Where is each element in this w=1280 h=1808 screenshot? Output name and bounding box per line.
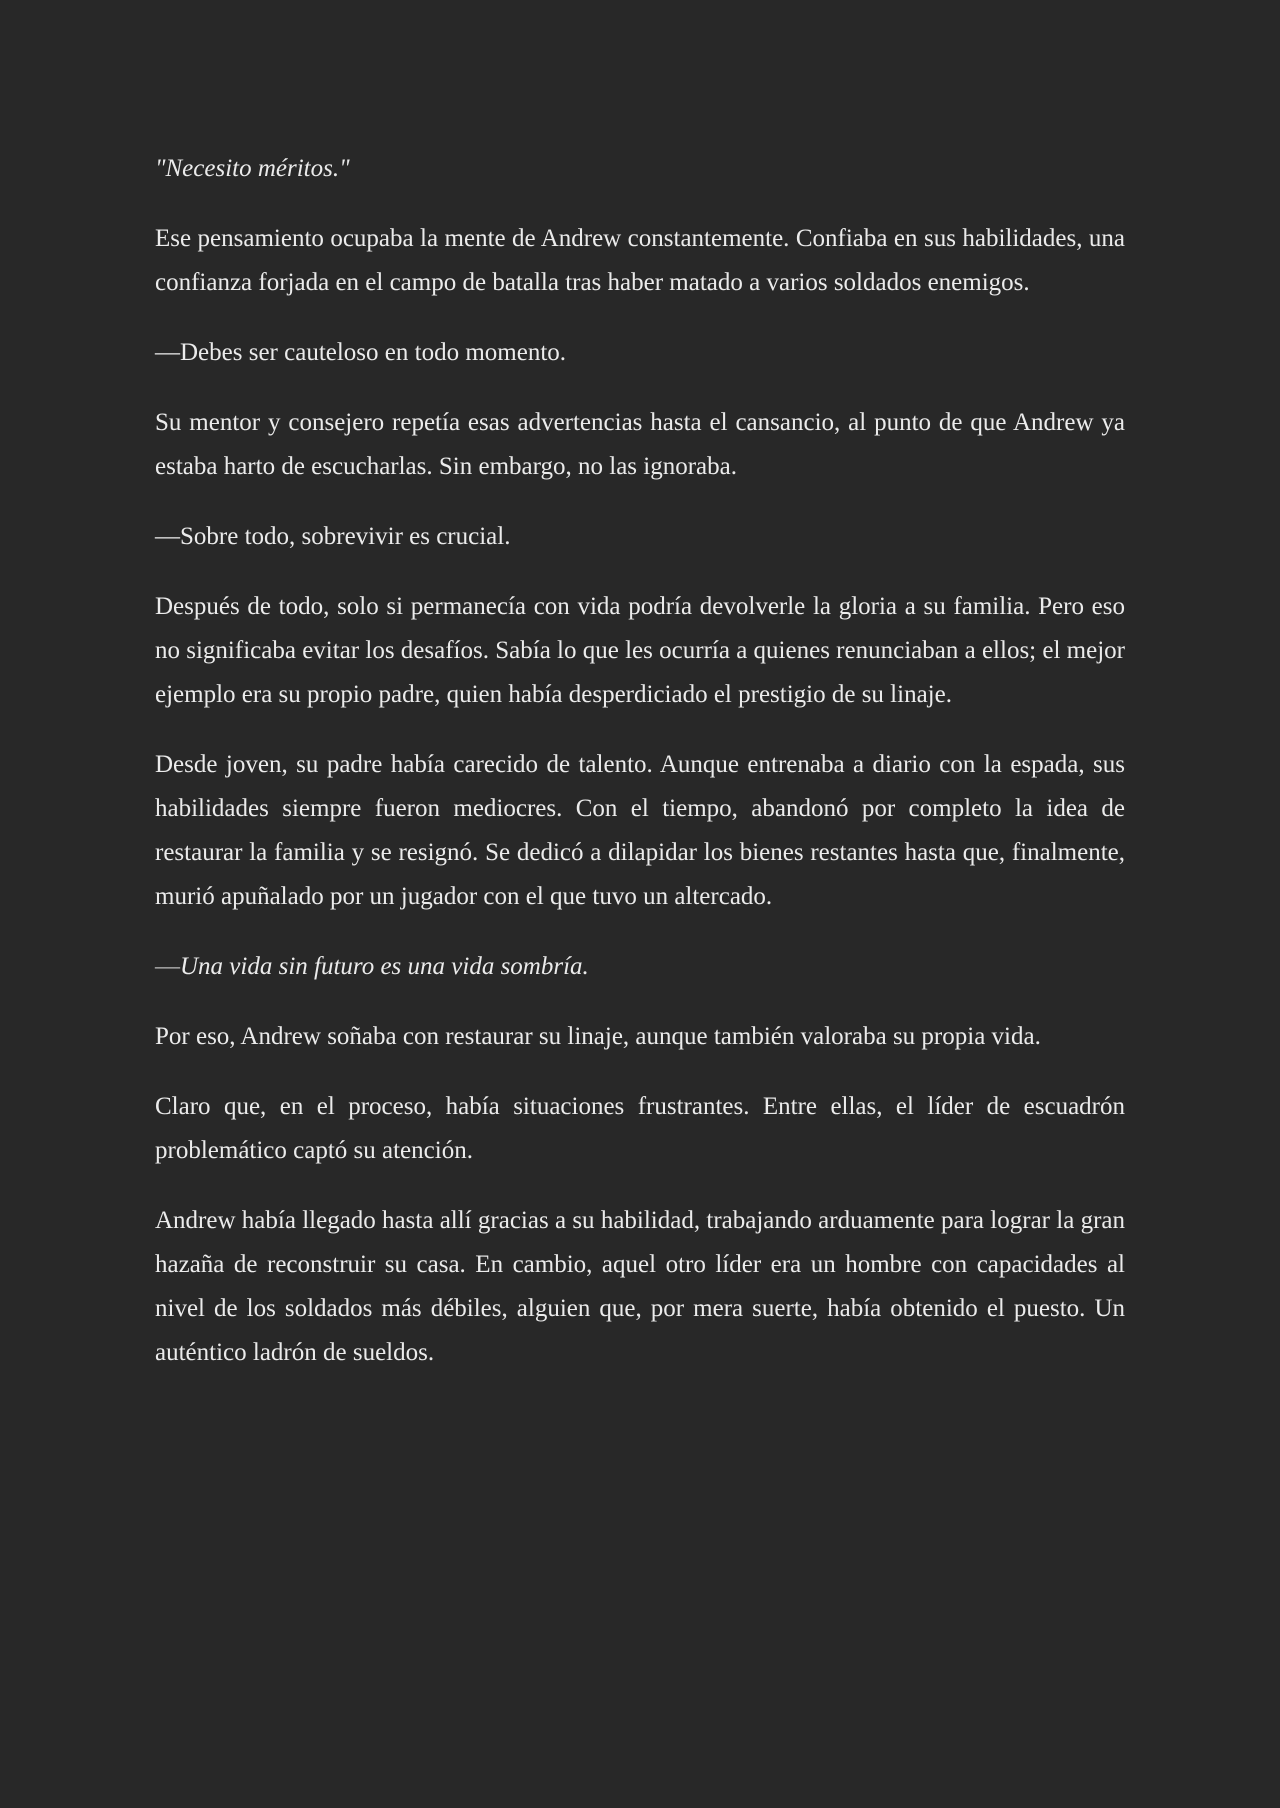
dialogue-italic-text: Una vida sin futuro es una vida sombría. bbox=[180, 953, 589, 980]
dialogue-line: —Sobre todo, sobrevivir es crucial. bbox=[155, 523, 511, 550]
paragraph: Andrew había llegado hasta allí gracias a su habilidad, trabajando arduamente para lograr la gran hazaña de reconstruir su casa. En cambio, aquel otro líder era un hombre con capacidades al nivel de los soldados más débiles, alguien que, por mera suerte, había obtenido el puesto. Un auténtico ladrón de sueldos. bbox=[155, 1207, 1125, 1366]
dialogue-dash: — bbox=[155, 953, 180, 980]
dialogue-line: —Debes ser cauteloso en todo momento. bbox=[155, 339, 567, 366]
paragraph-thought: "Necesito méritos." bbox=[155, 155, 350, 182]
paragraph: Por eso, Andrew soñaba con restaurar su linaje, aunque también valoraba su propia vida. bbox=[155, 1023, 1041, 1050]
paragraph: Claro que, en el proceso, había situaciones frustrantes. Entre ellas, el líder de escuadrón problemático captó su atención. bbox=[155, 1093, 1125, 1164]
paragraph: Desde joven, su padre había carecido de talento. Aunque entrenaba a diario con la espada, sus habilidades siempre fueron mediocres. Con el tiempo, abandonó por completo la idea de restaurar la familia y se resignó. Se dedicó a dilapidar los bienes restantes hasta que, finalmente, murió apuñalado por un jugador con el que tuvo un altercado. bbox=[155, 751, 1125, 910]
chapter-text bbox=[155, 147, 1125, 1375]
paragraph: Su mentor y consejero repetía esas advertencias hasta el cansancio, al punto de que Andrew ya estaba harto de escucharlas. Sin embargo, no las ignoraba. bbox=[155, 409, 1125, 480]
dialogue-line-italic bbox=[155, 945, 1125, 989]
paragraph: Después de todo, solo si permanecía con vida podría devolverle la gloria a su familia. Pero eso no significaba evitar los desafíos. Sabía lo que les ocurría a quienes renunciaban a ellos; el mejor ejemplo era su propio padre, quien había desperdiciado el prestigio de su linaje. bbox=[155, 593, 1125, 708]
paragraph: Ese pensamiento ocupaba la mente de Andrew constantemente. Confiaba en sus habilidades, una confianza forjada en el campo de batalla tras haber matado a varios soldados enemigos. bbox=[155, 225, 1125, 296]
